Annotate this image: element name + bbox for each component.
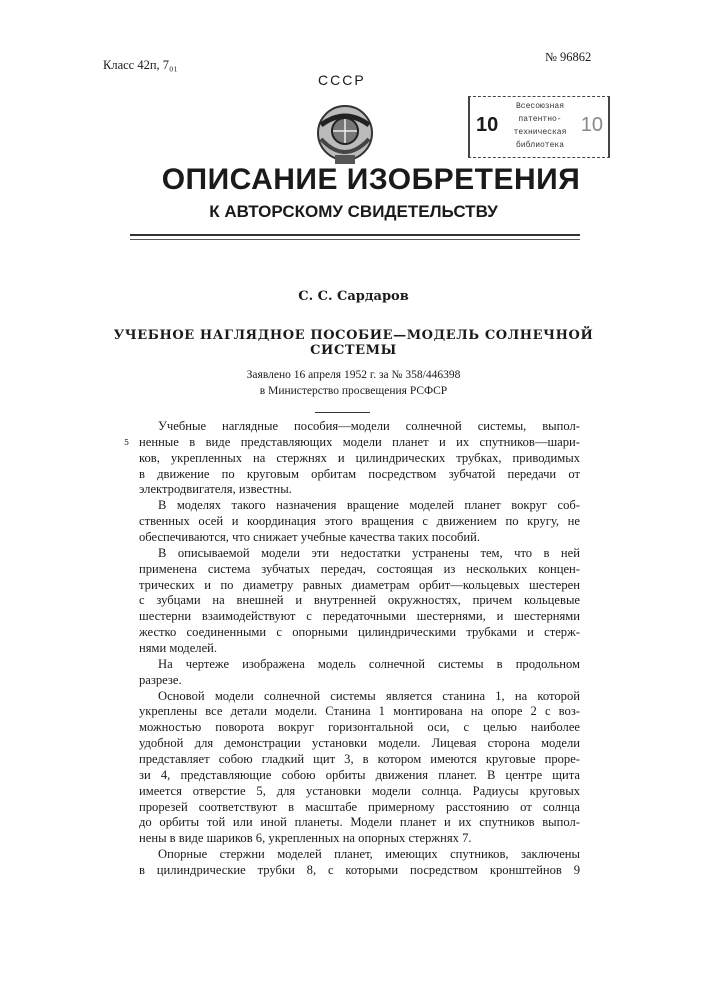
document-subtitle: К АВТОРСКОМУ СВИДЕТЕЛЬСТВУ xyxy=(0,202,707,222)
paragraph-line: В описываемой модели эти недостатки устранены тем, что в ней xyxy=(139,546,580,562)
paragraph-line: Основой модели солнечной системы является станина 1, на которой xyxy=(139,689,580,705)
paragraph-line: нены в виде шариков 6, укрепленных на опорных стержнях 7. xyxy=(139,831,580,847)
description-body xyxy=(139,419,580,879)
library-stamp xyxy=(468,96,610,158)
stamp-number-right: 10 xyxy=(581,114,603,136)
paragraph-line: Опорные стержни моделей планет, имеющих спутников, заключены xyxy=(139,847,580,863)
paragraph-line: зи 4, представляющие собою орбиты движения планет. В центре щита xyxy=(139,768,580,784)
paragraph-line: трических и по диаметру равных диаметрам орбит—кольцевых шестерен xyxy=(139,578,580,594)
paragraph-line: до орбиты той или иной планеты. Модели планет и их спутников выпол- xyxy=(139,815,580,831)
paragraph-line: ственных осей и координация этого вращения с движением по кругу, не xyxy=(139,514,580,530)
header-divider xyxy=(130,239,580,240)
paragraph-line: имеется отверстие 5, для установки модели солнца. Радиусы круговых xyxy=(139,784,580,800)
paragraph-line: представляет собою гладкий щит 3, в котором имеются круговые проре- xyxy=(139,752,580,768)
stamp-line: техническая xyxy=(500,128,580,138)
country-label: СССР xyxy=(318,72,366,88)
margin-line-number: 5 xyxy=(124,438,129,447)
patent-number: № 96862 xyxy=(545,50,591,65)
section-divider xyxy=(315,412,370,413)
stamp-number-left: 10 xyxy=(476,114,498,136)
paragraph-line: удобной для демонстрации установки модели. Лицевая сторона модели xyxy=(139,736,580,752)
stamp-line: библиотека xyxy=(500,141,580,151)
header-divider xyxy=(130,234,580,236)
paragraph-line: В моделях такого назначения вращение моделей планет вокруг соб- xyxy=(139,498,580,514)
paragraph-line: Учебные наглядные пособия—модели солнечной системы, выпол- xyxy=(139,419,580,435)
invention-title-line: СИСТЕМЫ xyxy=(0,343,707,358)
filing-line: в Министерство просвещения РСФСР xyxy=(0,383,707,399)
paragraph-line: применена система зубчатых передач, состоящая из нескольких концен- xyxy=(139,562,580,578)
paragraph-line: шестерни взаимодействуют с передаточными шестернями, и шестернями xyxy=(139,609,580,625)
paragraph-line: в цилиндрические трубки 8, с которыми посредством кронштейнов 9 xyxy=(139,863,580,879)
paragraph-line: жестко соединенными с опорными цилиндрическими трубками и стерж- xyxy=(139,625,580,641)
invention-title xyxy=(0,328,707,358)
paragraph-line: ков, укрепленных на стержнях и цилиндрических трубках, приводимых xyxy=(139,451,580,467)
filing-line: Заявлено 16 апреля 1952 г. за № 358/446398 xyxy=(0,367,707,383)
paragraph-line: в движение по круговым орбитам посредством зубчатой передачи от xyxy=(139,467,580,483)
invention-title-line: УЧЕБНОЕ НАГЛЯДНОЕ ПОСОБИЕ—МОДЕЛЬ СОЛНЕЧНОЙ xyxy=(0,328,707,343)
paragraph-line: нями моделей. xyxy=(139,641,580,657)
class-label: Класс 42п, 7₀₁ xyxy=(103,58,178,73)
filing-info xyxy=(0,367,707,399)
paragraph-line: разрезе. xyxy=(139,673,580,689)
paragraph-line: обеспечиваются, что снижает учебные качества таких пособий. xyxy=(139,530,580,546)
paragraph-line: с зубцами на внешней и внутренней окружностях, причем кольцевые xyxy=(139,593,580,609)
paragraph-line: электродвигателя, известны. xyxy=(139,482,580,498)
author-name: С. С. Сардаров xyxy=(0,289,707,304)
stamp-line: Всесоюзная xyxy=(500,102,580,112)
paragraph-line: можностью поворота вокруг горизонтальной оси, с целью наиболее xyxy=(139,720,580,736)
stamp-line: патентно- xyxy=(500,115,580,125)
paragraph-line: прорезей соответствуют в масштабе примерному расстоянию от солнца xyxy=(139,800,580,816)
paragraph-line: укреплены все детали модели. Станина 1 монтирована на опоре 2 с воз- xyxy=(139,704,580,720)
document-title: ОПИСАНИЕ ИЗОБРЕТЕНИЯ xyxy=(0,163,707,197)
paragraph-line: ненные в виде представляющих модели планет и их спутников—шари- xyxy=(139,435,580,451)
paragraph-line: На чертеже изображена модель солнечной системы в продольном xyxy=(139,657,580,673)
